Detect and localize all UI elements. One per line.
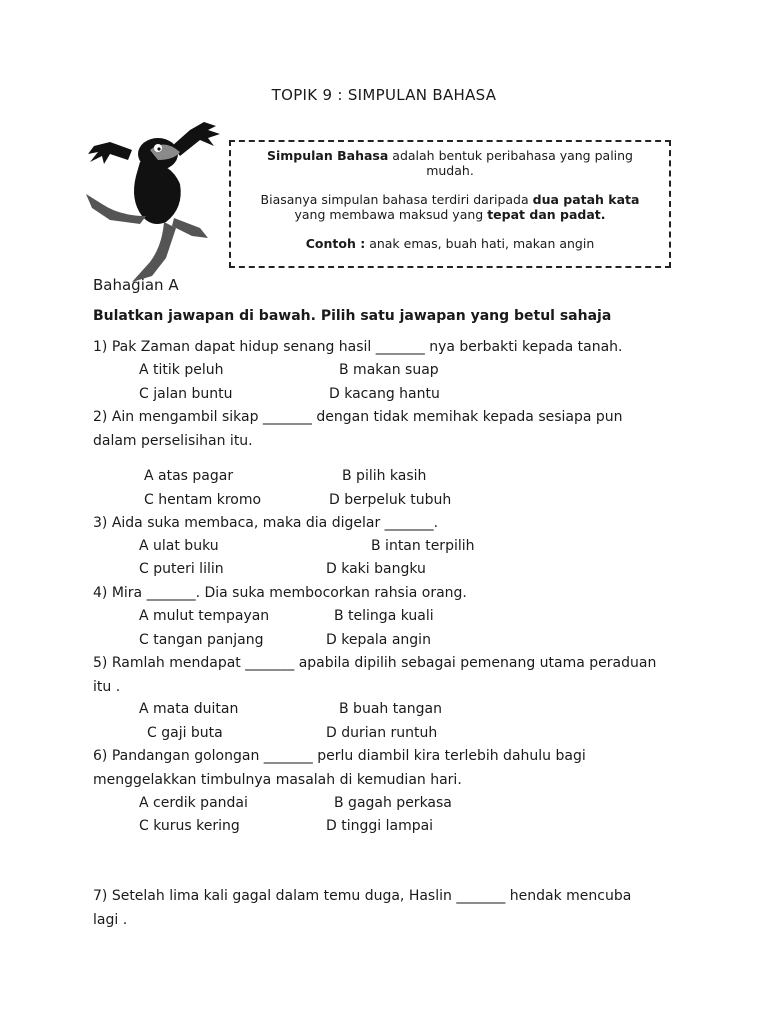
- question-2: 2) Ain mengambil sikap _______ dengan tidak memihak kepada sesiapa pun: [93, 409, 623, 425]
- question-5: 5) Ramlah mendapat _______ apabila dipilih sebagai pemenang utama peraduan: [93, 655, 657, 671]
- q2-option-d[interactable]: D berpeluk tubuh: [329, 492, 452, 508]
- q6-option-a[interactable]: A cerdik pandai: [139, 795, 248, 811]
- q3-option-d[interactable]: D kaki bangku: [326, 561, 426, 577]
- page-title: TOPIK 9 : SIMPULAN BAHASA: [271, 86, 497, 104]
- q1-option-d[interactable]: D kacang hantu: [329, 386, 440, 402]
- section-heading: Bahagian A: [93, 276, 179, 294]
- q3-option-b[interactable]: B intan terpilih: [371, 538, 475, 554]
- question-7: 7) Setelah lima kali gagal dalam temu duga, Haslin _______ hendak mencuba: [93, 888, 632, 904]
- q2-option-a[interactable]: A atas pagar: [144, 468, 234, 484]
- q4-option-d[interactable]: D kepala angin: [326, 632, 431, 648]
- q2-option-b[interactable]: B pilih kasih: [342, 468, 427, 484]
- q1-option-a[interactable]: A titik peluh: [139, 362, 224, 378]
- q3-option-a[interactable]: A ulat buku: [139, 538, 219, 554]
- q1-option-b[interactable]: B makan suap: [339, 362, 439, 378]
- example-text: anak emas, buah hati, makan angin: [369, 236, 595, 251]
- definition-line1: adalah bentuk peribahasa yang paling: [392, 148, 633, 163]
- definition-line4-bold: tepat dan padat.: [487, 207, 606, 222]
- definition-line3: Biasanya simpulan bahasa terdiri daripada: [260, 192, 529, 207]
- definition-line4: yang membawa maksud yang: [294, 207, 484, 222]
- q4-option-c[interactable]: C tangan panjang: [139, 632, 264, 648]
- q6-option-d[interactable]: D tinggi lampai: [326, 818, 434, 834]
- question-6-cont: menggelakkan timbulnya masalah di kemudian hari.: [93, 772, 462, 788]
- example-label: Contoh :: [305, 236, 366, 251]
- q4-option-b[interactable]: B telinga kuali: [334, 608, 434, 624]
- q5-option-c[interactable]: C gaji buta: [147, 725, 223, 741]
- definition-line2: mudah.: [426, 163, 474, 178]
- question-1: 1) Pak Zaman dapat hidup senang hasil _______ nya berbakti kepada tanah.: [93, 339, 623, 355]
- q2-option-c[interactable]: C hentam kromo: [144, 492, 262, 508]
- question-5-cont: itu .: [93, 679, 121, 695]
- question-2-cont: dalam perselisihan itu.: [93, 433, 253, 449]
- question-7-cont: lagi .: [93, 912, 128, 928]
- q1-option-c[interactable]: C jalan buntu: [139, 386, 233, 402]
- definition-box: [229, 140, 671, 268]
- q6-option-b[interactable]: B gagah perkasa: [334, 795, 452, 811]
- question-4: 4) Mira _______. Dia suka membocorkan rahsia orang.: [93, 585, 467, 601]
- instruction: Bulatkan jawapan di bawah. Pilih satu jawapan yang betul sahaja: [93, 308, 612, 324]
- q5-option-d[interactable]: D durian runtuh: [326, 725, 438, 741]
- question-3: 3) Aida suka membaca, maka dia digelar _______.: [93, 515, 439, 531]
- definition-line3-bold: dua patah kata: [532, 192, 640, 207]
- q6-option-c[interactable]: C kurus kering: [139, 818, 240, 834]
- definition-term: Simpulan Bahasa: [266, 148, 389, 163]
- q5-option-b[interactable]: B buah tangan: [339, 701, 442, 717]
- q4-option-a[interactable]: A mulut tempayan: [139, 608, 270, 624]
- q3-option-c[interactable]: C puteri lilin: [139, 561, 224, 577]
- cartoon-duck-illustration: [80, 112, 225, 287]
- q5-option-a[interactable]: A mata duitan: [139, 701, 239, 717]
- question-6: 6) Pandangan golongan _______ perlu diambil kira terlebih dahulu bagi: [93, 748, 586, 764]
